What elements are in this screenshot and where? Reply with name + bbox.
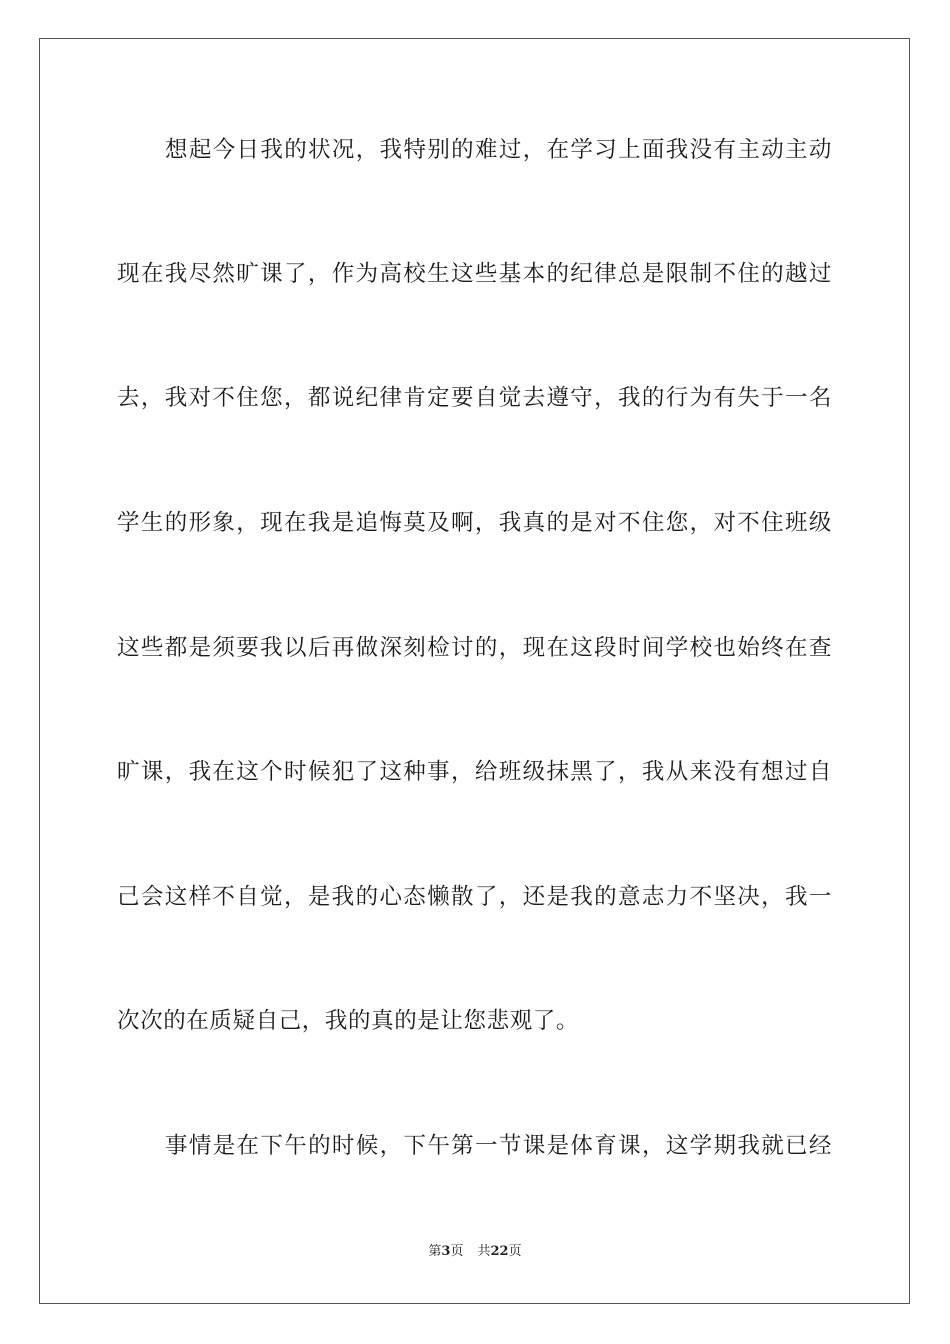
text-line: 己会这样不自觉，是我的心态懒散了，还是我的意志力不坚决，我一 (117, 884, 832, 910)
text-line: 旷课，我在这个时候犯了这种事，给班级抹黑了，我从来没有想过自 (117, 759, 832, 785)
total-pages: 22 (490, 1244, 509, 1259)
text-line: 去，我对不住您，都说纪律肯定要自觉去遵守，我的行为有失于一名 (117, 385, 832, 411)
page-footer (0, 1243, 950, 1261)
text-line: 这些都是须要我以后再做深刻检讨的，现在这段时间学校也始终在查 (117, 635, 832, 661)
page-number: 3 (441, 1244, 451, 1259)
text-line: 次次的在质疑自己，我的真的是让您悲观了。 (117, 1008, 580, 1034)
page-border (39, 38, 910, 1304)
text-line: 现在我尽然旷课了，作为高校生这些基本的纪律总是限制不住的越过 (117, 261, 832, 287)
text-line: 学生的形象，现在我是追悔莫及啊，我真的是对不住您，对不住班级 (117, 510, 832, 536)
page-suffix: 页 (450, 1244, 464, 1259)
page-prefix: 第 (428, 1244, 442, 1259)
total-suffix: 页 (508, 1244, 522, 1259)
text-line: 想起今日我的状况，我特别的难过，在学习上面我没有主动主动 (165, 137, 832, 163)
text-line: 事情是在下午的时候，下午第一节课是体育课，这学期我就已经 (165, 1133, 832, 1159)
total-prefix: 共 (477, 1244, 491, 1259)
